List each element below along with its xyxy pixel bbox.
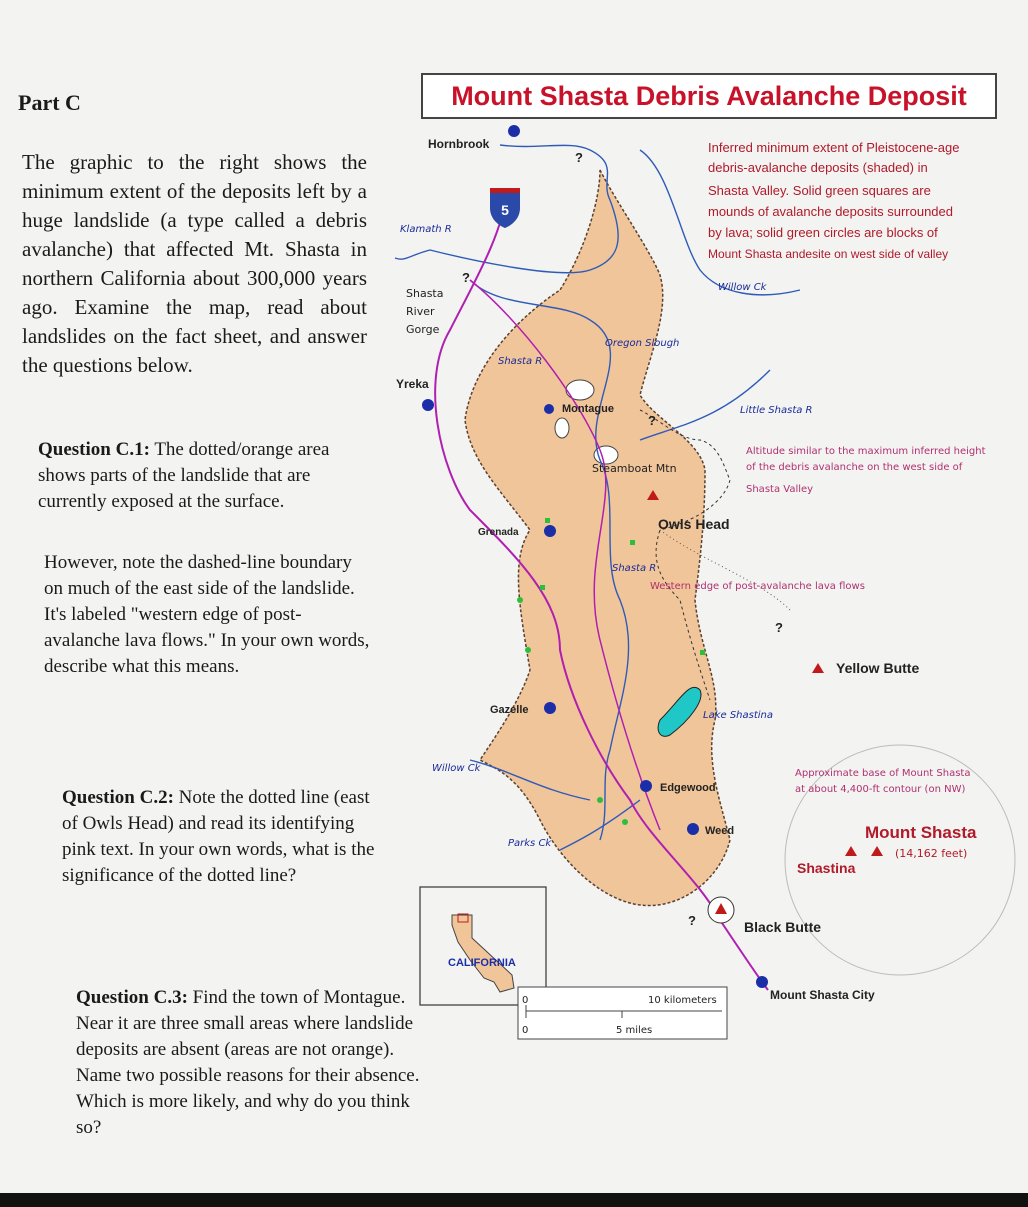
- label-willow-creek-south: Willow Ck: [432, 763, 481, 774]
- label-question-3: ?: [648, 413, 656, 428]
- label-lake-shastina: Lake Shastina: [703, 710, 774, 721]
- label-owls-head: Owls Head: [658, 516, 730, 532]
- california-outline: [452, 915, 514, 992]
- mound-marker: [540, 585, 545, 590]
- question-c3-text: Find the town of Montague. Near it are three small areas where landslide deposits are absent (areas are not orange). Name two possible reasons for their absence. Which is more likely, and why do you think so?: [76, 987, 420, 1138]
- edgewood-dot: [640, 780, 652, 792]
- label-california: CALIFORNIA: [448, 957, 516, 969]
- label-shasta-river-2: Shasta R: [612, 563, 657, 574]
- intro-paragraph: The graphic to the right shows the minimum extent of the deposits left by a huge landslide (a type called a debris avalanche) that affected Mt. Shasta in northern California about 300,000 years ago. Examine the map, read about landslides on the fact sheet, and answer the questions below.: [22, 150, 367, 377]
- label-edgewood: Edgewood: [660, 782, 716, 794]
- label-little-shasta: Little Shasta R: [740, 405, 813, 416]
- yellow-butte-peak-icon: [812, 663, 824, 673]
- mound-marker: [545, 518, 550, 523]
- altitude-note-1: Altitude similar to the maximum inferred height: [746, 446, 986, 457]
- highway-number: 5: [501, 202, 509, 218]
- label-gorge-3: Gorge: [406, 323, 440, 336]
- label-black-butte: Black Butte: [744, 919, 822, 935]
- label-weed: Weed: [705, 825, 735, 837]
- question-c1-followup: However, note the dashed-line boundary on much of the east side of the landslide. It's labeled "western edge of post- avalanche lava flows." In your own words, describe what this means.: [44, 552, 370, 677]
- label-grenada: Grenada: [478, 527, 519, 538]
- label-gorge-1: Shasta: [406, 287, 444, 300]
- label-yreka: Yreka: [396, 377, 429, 391]
- yreka-dot: [422, 399, 434, 411]
- legend-line-2: debris-avalanche deposits (shaded) in: [708, 160, 928, 175]
- legend-line-5: by lava; solid green circles are blocks of: [708, 225, 938, 240]
- approx-base-note-1: Approximate base of Mount Shasta: [795, 768, 971, 779]
- scale-km-label: 10 kilometers: [648, 995, 717, 1006]
- question-c3-label: Question C.3:: [76, 987, 188, 1008]
- question-c2-label: Question C.2:: [62, 787, 174, 808]
- label-elevation: (14,162 feet): [895, 847, 968, 860]
- label-question-5: ?: [688, 913, 696, 928]
- label-shastina: Shastina: [797, 860, 856, 876]
- lava-edge-note: Western edge of post-avalanche lava flows: [650, 581, 865, 592]
- shastina-peak-icon: [845, 846, 857, 856]
- block-marker: [597, 797, 603, 803]
- label-oregon-slough: Oregon Slough: [605, 338, 680, 349]
- question-c1-label: Question C.1:: [38, 439, 150, 460]
- block-marker: [622, 819, 628, 825]
- block-marker: [525, 647, 531, 653]
- label-mount-shasta: Mount Shasta: [865, 823, 977, 842]
- part-heading: Part C: [18, 90, 81, 115]
- mound-marker: [630, 540, 635, 545]
- approx-base-note-2: at about 4,400-ft contour (on NW): [795, 784, 966, 795]
- mount-shasta-city-dot: [756, 976, 768, 988]
- hornbrook-dot: [508, 125, 520, 137]
- altitude-note-3: Shasta Valley: [746, 484, 814, 495]
- label-question-1: ?: [575, 150, 583, 165]
- label-yellow-butte: Yellow Butte: [836, 660, 920, 676]
- label-montague: Montague: [562, 403, 614, 415]
- label-willow-creek-north: Willow Ck: [718, 282, 767, 293]
- montague-dot: [544, 404, 554, 414]
- legend-line-3: Shasta Valley. Solid green squares are: [708, 183, 931, 198]
- scale-zero-miles: 0: [522, 1025, 529, 1036]
- scale-zero-km: 0: [522, 995, 529, 1006]
- label-question-2: ?: [462, 270, 470, 285]
- map-title: Mount Shasta Debris Avalanche Deposit: [421, 73, 997, 119]
- legend-line-6: Mount Shasta andesite on west side of valley: [708, 247, 949, 261]
- hole-area-2: [555, 418, 569, 438]
- label-klamath: Klamath R: [400, 224, 452, 235]
- weed-dot: [687, 823, 699, 835]
- question-c2-text: Note the dotted line (east of Owls Head) and read its identifying pink text. In your own words, what is the significance of the dotted line?: [62, 787, 375, 886]
- hole-area-1: [566, 380, 594, 400]
- label-shasta-river-1: Shasta R: [498, 356, 543, 367]
- block-marker: [517, 597, 523, 603]
- label-gorge-2: River: [406, 305, 435, 318]
- label-mount-shasta-city: Mount Shasta City: [770, 988, 875, 1002]
- gazelle-dot: [544, 702, 556, 714]
- scale-miles-label: 5 miles: [616, 1025, 653, 1036]
- legend-line-1: Inferred minimum extent of Pleistocene-age: [708, 140, 960, 155]
- bottom-edge-bar: [0, 1193, 1028, 1207]
- label-parks-creek: Parks Ck: [508, 838, 552, 849]
- label-question-4: ?: [775, 620, 783, 635]
- label-hornbrook: Hornbrook: [428, 137, 490, 151]
- legend-line-4: mounds of avalanche deposits surrounded: [708, 204, 953, 219]
- highway-shield-top: [490, 188, 520, 193]
- question-c1-text: The dotted/orange area shows parts of the landslide that are currently exposed at the surface.: [38, 439, 330, 512]
- label-steamboat: Steamboat Mtn: [592, 462, 677, 475]
- grenada-dot: [544, 525, 556, 537]
- mound-marker: [700, 650, 705, 655]
- label-gazelle: Gazelle: [490, 704, 529, 716]
- mount-shasta-peak-icon: [871, 846, 883, 856]
- altitude-note-2: of the debris avalanche on the west side of: [746, 462, 963, 473]
